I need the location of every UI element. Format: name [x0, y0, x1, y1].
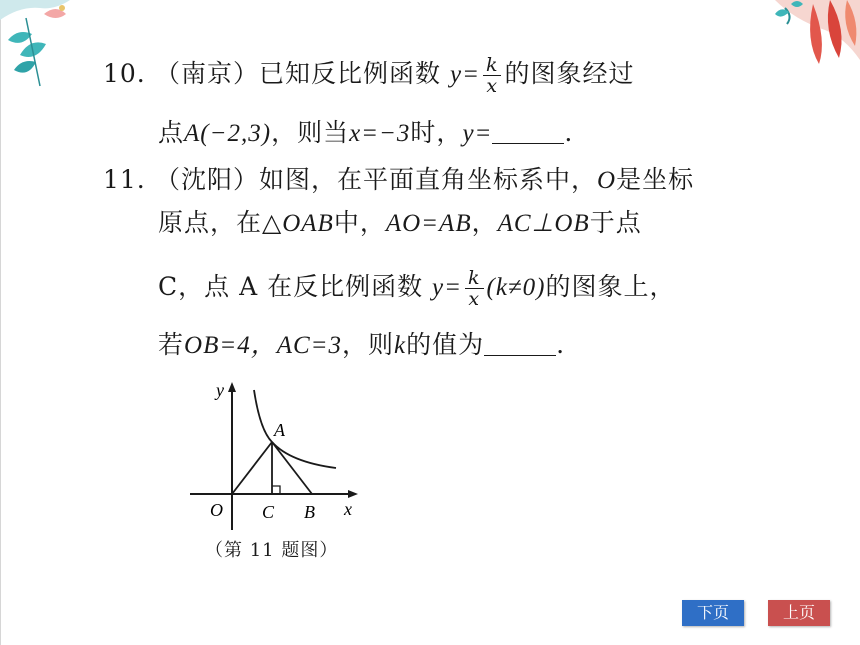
q10-answer-lhs: y=: [462, 120, 493, 147]
q11-fraction: [465, 268, 484, 309]
q10-period: .: [564, 118, 574, 147]
label-y: y: [216, 380, 224, 400]
q10-number: 10.: [103, 59, 146, 88]
q10-when-text: 时，: [410, 118, 463, 147]
q11-figure: [180, 370, 370, 535]
q11-line3-end: 的图象上，: [545, 272, 676, 301]
q11-number: 11.: [103, 165, 146, 194]
q11-in-text: 中，: [333, 208, 386, 237]
q11-line-2: [158, 208, 642, 239]
q11-comma: ，: [471, 208, 498, 237]
q11-triangle-prefix: 原点，在△: [158, 208, 283, 237]
figure-caption: （第 11 题图）: [205, 540, 339, 561]
label-B: B: [304, 502, 315, 522]
prev-page-button[interactable]: 上页: [768, 600, 830, 626]
q11-origin-var: O: [597, 167, 617, 194]
segment-OA: [232, 442, 272, 494]
q10-condition: x=−3: [349, 120, 411, 147]
q11-answer-blank[interactable]: [484, 331, 556, 356]
label-O: O: [210, 500, 223, 520]
q11-k-var: k: [394, 332, 407, 359]
q10-answer-blank[interactable]: [492, 119, 564, 144]
q11-function-lhs: y=: [432, 274, 462, 301]
q10-line1-end: 的图象经过: [504, 59, 635, 88]
q11-line-3: [158, 268, 676, 309]
q11-k-condition: (k≠0): [486, 274, 546, 301]
right-angle-mark: [272, 486, 280, 494]
q11-line2-end: 于点: [589, 208, 642, 237]
label-C: C: [262, 502, 275, 522]
q11-given-values: OB=4，AC=3: [184, 332, 343, 359]
q10-line-1: [103, 55, 634, 96]
y-axis-arrow-icon: [228, 382, 236, 392]
q11-triangle-name: OAB: [282, 210, 334, 237]
leaf-decoration-top-right: [735, 0, 860, 70]
q11-if-text: 若: [158, 330, 185, 359]
next-page-button[interactable]: 下页: [682, 600, 744, 626]
hyperbola-curve: [254, 390, 336, 468]
q10-then-text: ，则当: [271, 118, 350, 147]
q11-equality: AO=AB: [385, 210, 472, 237]
q10-frac-denominator: x: [486, 75, 499, 97]
q11-then-text: ，则: [342, 330, 395, 359]
q10-frac-numerator: k: [483, 55, 502, 76]
q11-value-text: 的值为: [406, 330, 485, 359]
q11-frac-numerator: k: [465, 268, 484, 289]
x-axis-arrow-icon: [348, 490, 358, 498]
label-x: x: [344, 499, 352, 519]
q10-fraction: [483, 55, 502, 96]
q11-line1-end: 是坐标: [616, 165, 695, 194]
q11-period: .: [556, 330, 566, 359]
q11-perpendicular: AC⊥OB: [497, 210, 590, 237]
leaf-decoration-top-left: [0, 0, 80, 95]
q11-intro-text: （沈阳）如图，在平面直角坐标系中，: [155, 165, 598, 194]
q10-line-2: [158, 118, 573, 149]
q10-function-lhs: y=: [449, 61, 480, 88]
label-A: A: [274, 420, 285, 440]
q11-frac-denominator: x: [468, 288, 481, 310]
q11-line-4: [158, 330, 565, 361]
q10-point-prefix: 点: [158, 118, 185, 147]
page-left-edge: [0, 0, 1, 645]
q10-source-text: （南京）已知反比例函数: [155, 59, 442, 88]
q11-point-a-text: C，点 A 在反比例函数: [158, 272, 424, 301]
q10-point: A(−2,3): [184, 120, 272, 147]
q11-line-1: [103, 165, 694, 196]
